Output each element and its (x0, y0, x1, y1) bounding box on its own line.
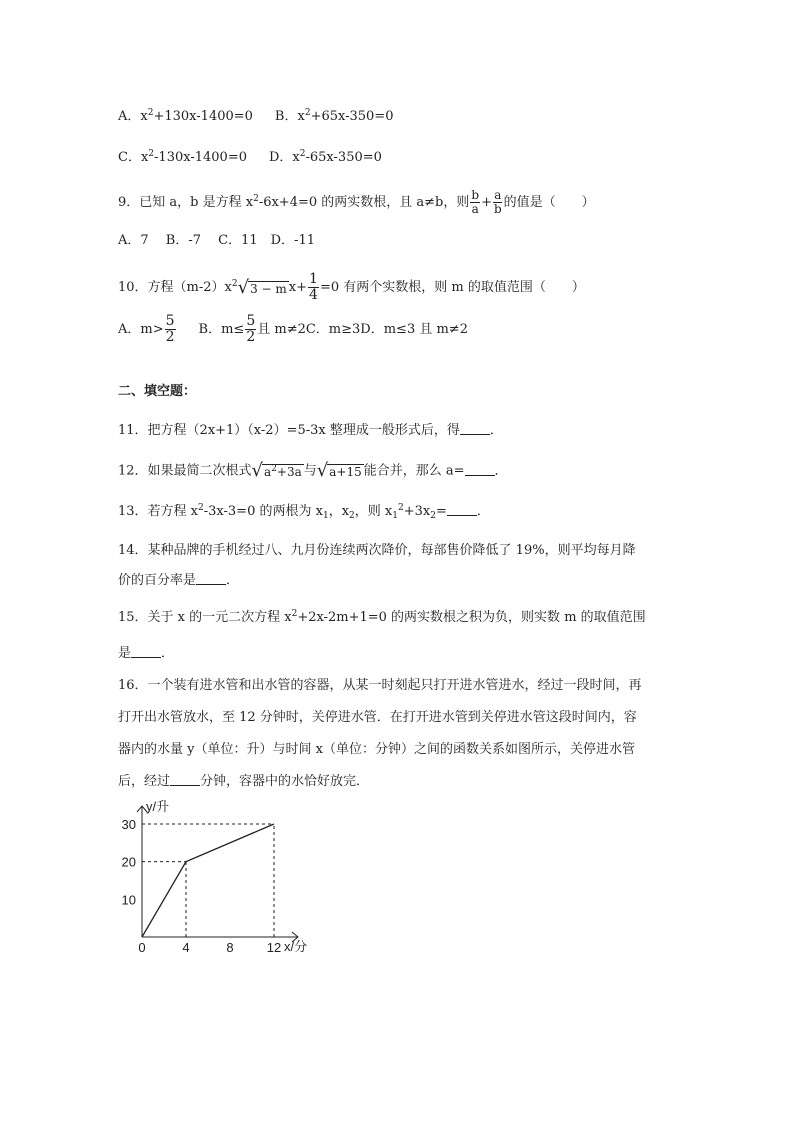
q13-sub4: 2 (430, 511, 436, 521)
q8-option-b-text: x (297, 109, 305, 124)
q14-end: ． (226, 573, 240, 588)
q16-text: 后，经过 (118, 774, 171, 789)
q15-exp: 2 (291, 609, 298, 619)
q12-sqrt-1 (252, 462, 304, 480)
q8-option-c-label: C． (118, 150, 141, 165)
q8-option-b-text-2: +65x-350=0 (310, 109, 394, 124)
q12-text-3: 能合并，那么 a= (363, 463, 465, 479)
q9-text: 9．已知 a，b 是方程 x (118, 195, 254, 210)
q10-frac-num: 1 (309, 271, 318, 287)
q8-option-b-exp: 2 (304, 108, 311, 118)
q8-option-d-text: x (292, 150, 300, 165)
q10-opt-b-den: 2 (246, 329, 256, 345)
q13-sub1: 1 (322, 511, 329, 521)
q10-sqrt-symbol: √ (237, 276, 250, 298)
q16-answer-blank[interactable] (170, 773, 200, 786)
q8-option-a-exp: 2 (147, 108, 154, 118)
q9-text-2: -6x+4=0 的两实数根，且 a≠b，则 (258, 195, 470, 210)
q9-frac2-den: b (493, 202, 502, 216)
q9-text-3: 的值是（ ） (503, 195, 595, 210)
q10-sqrt (237, 276, 289, 298)
q8-option-c-text-2: -130x-1400=0 (154, 150, 247, 165)
q12-text: 12．如果最简二次根式 (118, 463, 252, 479)
y-tick-label: 30 (121, 817, 136, 832)
q10-option-a-fraction (165, 314, 176, 345)
q13-answer-blank[interactable] (447, 503, 477, 516)
q14-line-2 (118, 572, 239, 590)
q11-text: 11．把方程（2x+1）（x-2）=5-3x 整理成一般形式后，得 (118, 423, 460, 438)
q10-fraction (308, 272, 319, 303)
q14-text: 价的百分率是 (118, 573, 197, 588)
q16-line-2: 打开出水管放水，至 12 分钟时，关停进水管．在打开进水管到关停进水管这段时间内，容 (118, 710, 637, 725)
q8-options-ab (118, 108, 393, 126)
q12-sqrt2-body: a+15 (329, 465, 362, 479)
q11-answer-blank[interactable] (460, 422, 490, 435)
q13-text: 13．若方程 x (118, 504, 199, 519)
q8-option-b-label: B． (274, 109, 298, 124)
q12-sqrt2-symbol: √ (316, 460, 329, 481)
q12-answer-blank[interactable] (465, 463, 495, 476)
q10-option-a: A．m> (118, 322, 164, 337)
q9-plus: + (481, 195, 492, 210)
q13-text-3: ，x (328, 504, 350, 519)
q16-line-4 (118, 773, 369, 791)
x-tick-label: 0 (138, 940, 146, 955)
q12-text-2: 与 (303, 463, 317, 479)
q10-option-b: B．m≤ (198, 322, 245, 337)
y-tick-label: 10 (121, 892, 136, 908)
q13-stem (118, 503, 490, 521)
q9-exp: 2 (253, 194, 259, 204)
q10-option-b-fraction (245, 314, 256, 345)
q12-sqrt1-symbol: √ (251, 460, 264, 481)
q9-frac1-num: b (471, 188, 480, 202)
q9-fraction-b-over-a (470, 189, 480, 216)
q10-text-3: =0 有两个实数根，则 m 的取值范围（ ） (319, 280, 585, 295)
q15-answer-blank[interactable] (131, 645, 161, 658)
q9-frac1-den: a (471, 202, 479, 216)
y-axis-label: y/升 (146, 799, 170, 814)
q16-line-3: 器内的水量 y（单位：升）与时间 x（单位：分钟）之间的函数关系如图所示，关停进水管 (118, 742, 635, 757)
q11-end: ． (489, 423, 503, 438)
q10-opt-a-den: 2 (165, 329, 175, 345)
q10-exp: 2 (231, 279, 238, 289)
series-line (142, 824, 274, 937)
q15-text-3: 是 (118, 646, 132, 661)
q15-end: ． (161, 646, 175, 661)
q9-options: A．7 B．-7 C．11 D．-11 (118, 233, 315, 248)
q10-frac-den: 4 (309, 287, 318, 303)
q8-option-a-label: A． (118, 109, 141, 124)
q12-sqrt1-a: a (264, 465, 272, 479)
section-heading: 二、填空题： (118, 384, 197, 399)
q12-end: ． (494, 463, 508, 479)
q13-end: ． (476, 504, 490, 519)
y-tick-label: 20 (121, 854, 136, 870)
q13-sub3: 1 (392, 511, 398, 521)
x-tick-label: 4 (182, 940, 190, 955)
q10-text-2: x+ (288, 280, 308, 295)
q13-text-5: +3x (403, 504, 431, 519)
q12-sqrt1-b: +3a (276, 465, 302, 479)
q8-option-c-text: x (140, 150, 149, 165)
q13-exp: 2 (198, 503, 204, 513)
function-graph (112, 796, 332, 961)
q10-opt-a-num: 5 (165, 313, 175, 329)
q8-option-a-text-2: +130x-1400=0 (153, 109, 253, 124)
q9-fraction-a-over-b (493, 189, 503, 216)
x-tick-label: 12 (266, 940, 282, 955)
q8-option-d-exp: 2 (299, 149, 306, 159)
q10-stem (118, 272, 585, 303)
q9-frac2-num: a (494, 188, 502, 202)
q10-sqrt-body: 3 − m (250, 281, 287, 296)
q10-opt-b-num: 5 (246, 313, 256, 329)
x-tick-label: 8 (226, 940, 234, 955)
q13-text-4: ，则 x (354, 504, 393, 519)
q13-exp2: 2 (397, 503, 404, 513)
q8-option-d-text-2: -65x-350=0 (305, 150, 382, 165)
q10-options (118, 314, 468, 345)
q8-option-a-text: x (140, 109, 148, 124)
q8-options-cd (118, 149, 382, 167)
q8-option-c-exp: 2 (148, 149, 155, 159)
q16-line-1: 16．一个装有进水管和出水管的容器，从某一时刻起只打开进水管进水，经过一段时间，再 (118, 678, 642, 693)
q16-text-end: 分钟，容器中的水恰好放完． (200, 774, 370, 789)
q10-option-rest: 且 m≠2C．m≥3D．m≤3 且 m≠2 (257, 322, 468, 337)
q14-line-1: 14．某种品牌的手机经过八、九月份连续两次降价，每部售价降低了 19%，则平均每月降 (118, 543, 636, 558)
graph-tick-labels (122, 817, 282, 955)
q13-text-6: = (435, 504, 447, 519)
q10-text: 10．方程（m-2）x (118, 280, 232, 295)
q8-option-d-label: D． (268, 150, 293, 165)
q14-answer-blank[interactable] (196, 572, 226, 585)
graph-guides (142, 824, 274, 937)
q15-line-2 (118, 645, 174, 663)
q11-stem (118, 422, 503, 440)
q13-sub2: 2 (349, 511, 355, 521)
q15-line-1 (118, 609, 646, 627)
q9-stem (118, 189, 595, 216)
q15-text-2: +2x-2m+1=0 的两实数根之积为负，则实数 m 的取值范围 (297, 610, 646, 625)
q13-text-2: -3x-3=0 的两根为 x (203, 504, 323, 519)
x-axis-label: x/分 (284, 939, 308, 954)
q12-stem (118, 462, 508, 481)
q12-sqrt1-body (262, 464, 304, 480)
q12-sqrt1-exp: 2 (271, 464, 277, 474)
q15-text: 15．关于 x 的一元二次方程 x (118, 610, 292, 625)
q12-sqrt-2 (317, 462, 364, 480)
